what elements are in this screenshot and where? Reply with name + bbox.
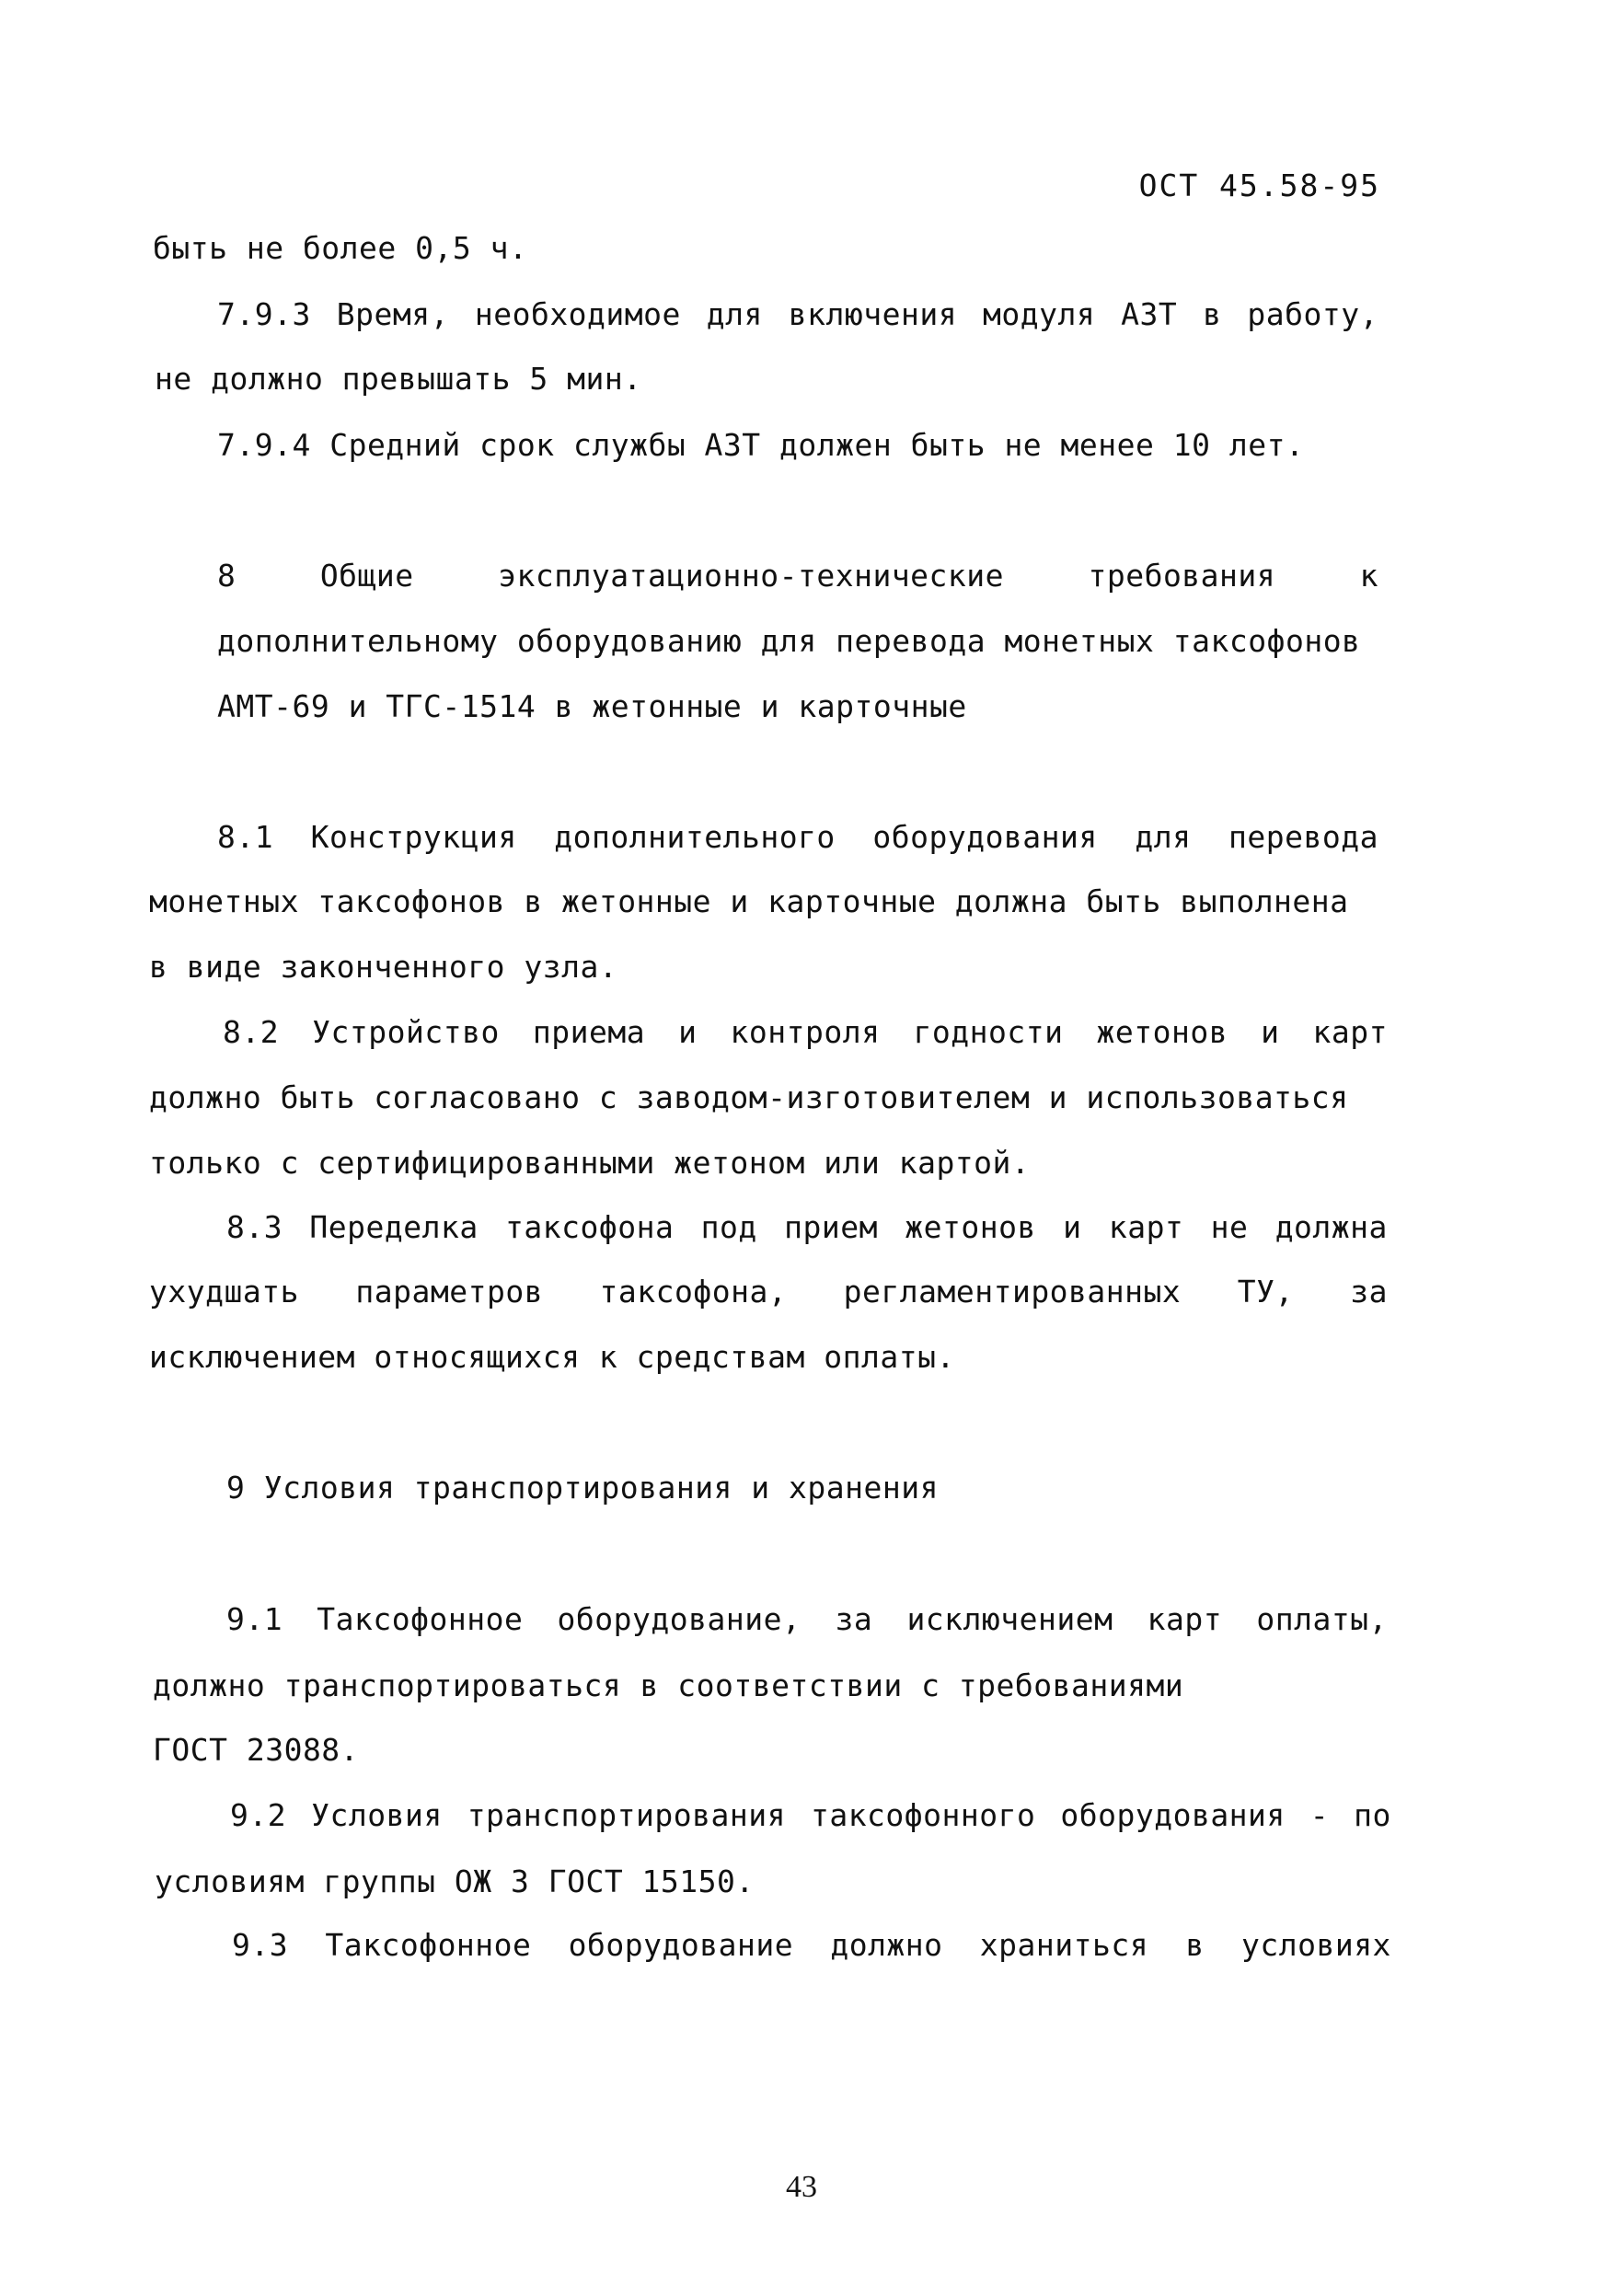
word: дополнительного xyxy=(554,819,836,855)
text-line: не должно превышать 5 мин. xyxy=(155,361,642,397)
word: таксофонного xyxy=(810,1797,1036,1833)
word: оборудование xyxy=(568,1927,794,1963)
word: за xyxy=(835,1601,873,1637)
word: 9.2 xyxy=(230,1797,287,1833)
word: за xyxy=(1350,1274,1388,1310)
word: контроля xyxy=(730,1014,881,1050)
word: необходимое xyxy=(474,296,681,332)
word: 9.1 xyxy=(226,1601,283,1637)
word: для xyxy=(1135,819,1192,855)
word: таксофона xyxy=(505,1209,675,1245)
text-line: исключением относящихся к средствам оплаты. xyxy=(149,1339,955,1375)
text-line xyxy=(149,1274,1388,1310)
word: 8.3 xyxy=(226,1209,283,1245)
word: таксофона, xyxy=(599,1274,788,1310)
word: регламентированных xyxy=(843,1274,1182,1310)
word: параметров xyxy=(355,1274,544,1310)
word: оплаты, xyxy=(1256,1601,1388,1637)
word: работу, xyxy=(1247,296,1378,332)
word: карт xyxy=(1312,1014,1388,1050)
section-8-heading-line: АМТ-69 и ТГС-1514 в жетонные и карточные xyxy=(217,688,967,724)
word: условиях xyxy=(1240,1927,1391,1963)
word: прием xyxy=(784,1209,878,1245)
word: Переделка xyxy=(309,1209,479,1245)
word: Конструкция xyxy=(310,819,517,855)
text-line xyxy=(226,1601,1388,1638)
text-line xyxy=(217,819,1378,856)
word: ухудшать xyxy=(149,1274,299,1310)
text-line: в виде законченного узла. xyxy=(149,949,618,985)
word: 8.2 xyxy=(223,1014,280,1050)
section-9-heading: 9 Условия транспортирования и хранения xyxy=(226,1470,939,1506)
text-line xyxy=(223,1014,1388,1051)
text-line xyxy=(217,296,1378,333)
word: приема xyxy=(532,1014,646,1050)
word: и xyxy=(678,1014,698,1050)
word: годности xyxy=(913,1014,1064,1050)
word: должно xyxy=(830,1927,943,1963)
word: по xyxy=(1354,1797,1391,1833)
text-line: должно быть согласовано с заводом-изготовителем и использоваться xyxy=(149,1079,1349,1115)
word: оборудования xyxy=(1060,1797,1286,1833)
text-line: монетных таксофонов в жетонные и карточные должна быть выполнена xyxy=(149,883,1349,919)
word: жетонов xyxy=(1096,1014,1228,1050)
section-8-heading-line: дополнительному оборудованию для перевода монетных таксофонов xyxy=(217,623,1361,659)
text-line: ГОСТ 23088. xyxy=(153,1732,360,1768)
word: 7.9.3 xyxy=(217,296,311,332)
word: АЗТ xyxy=(1121,296,1178,332)
word: - xyxy=(1309,1797,1330,1833)
heading-word: к xyxy=(1359,558,1378,594)
word: для xyxy=(706,296,763,332)
word: Время, xyxy=(336,296,449,332)
heading-word: 8 xyxy=(217,558,236,594)
word: 9.3 xyxy=(232,1927,289,1963)
word: карт xyxy=(1108,1209,1184,1245)
word: карт xyxy=(1147,1601,1223,1637)
text-line xyxy=(226,1209,1388,1246)
word: должна xyxy=(1274,1209,1388,1245)
word: Условия xyxy=(311,1797,443,1833)
text-line xyxy=(232,1927,1391,1964)
text-line: быть не более 0,5 ч. xyxy=(153,230,528,266)
heading-word: Общие xyxy=(319,558,414,594)
word: оборудования xyxy=(872,819,1098,855)
word: под xyxy=(700,1209,757,1245)
word: оборудование, xyxy=(557,1601,802,1637)
heading-word: требования xyxy=(1088,558,1276,594)
word: жетонов xyxy=(905,1209,1036,1245)
page-number: 43 xyxy=(786,2170,817,2204)
word: и xyxy=(1063,1209,1082,1245)
text-line xyxy=(230,1797,1391,1834)
word: 8.1 xyxy=(217,819,274,855)
word: перевода xyxy=(1228,819,1378,855)
text-line: должно транспортироваться в соответствии с требованиями xyxy=(153,1667,1184,1703)
word: в xyxy=(1203,296,1222,332)
word: в xyxy=(1185,1927,1205,1963)
word: Таксофонное xyxy=(317,1601,524,1637)
word: храниться xyxy=(979,1927,1149,1963)
word: не xyxy=(1210,1209,1249,1245)
document-code-header: ОСТ 45.58-95 xyxy=(1138,167,1380,203)
text-line: 7.9.4 Средний срок службы АЗТ должен быть не менее 10 лет. xyxy=(217,427,1305,463)
word: исключением xyxy=(906,1601,1113,1637)
text-line: условиям группы ОЖ 3 ГОСТ 15150. xyxy=(155,1863,755,1899)
word: Таксофонное xyxy=(325,1927,532,1963)
word: транспортирования xyxy=(467,1797,786,1833)
word: модуля xyxy=(982,296,1096,332)
word: Устройство xyxy=(312,1014,500,1050)
text-line: только с сертифицированными жетоном или картой. xyxy=(149,1145,1031,1181)
heading-word: эксплуатационно-технические xyxy=(498,558,1005,594)
section-8-heading-line xyxy=(217,558,1378,594)
word: ТУ, xyxy=(1237,1274,1294,1310)
word: и xyxy=(1261,1014,1280,1050)
word: включения xyxy=(788,296,958,332)
